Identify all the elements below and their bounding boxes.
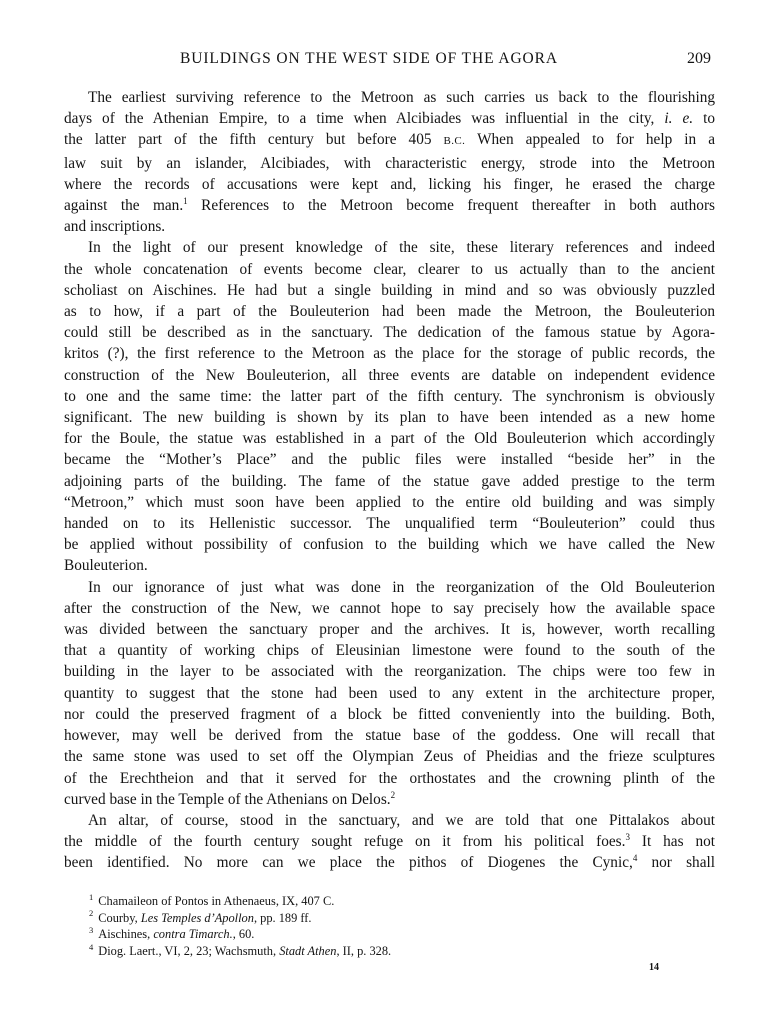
text-line: “Metroon,” which must soon have been applied to the entire old building and was simply (64, 493, 715, 511)
footnote: $^4$ Diog. Laert., VI, 2, 23; Wachsmuth, Stadt Athen, II, p. 328. (89, 941, 392, 958)
text-line: could still be described as in the sanctuary. The dedication of the famous statue by Agora- (64, 324, 715, 342)
footnote-reference: 4 (632, 853, 638, 864)
footnote-reference: 3 (625, 832, 630, 843)
printer-signature-mark: 14 (649, 962, 659, 973)
text-line: handed on to its Hellenistic successor. The unqualified term “Bouleuterion” could thus (64, 515, 715, 533)
text-line: In the light of our present knowledge of the site, these literary references and indeed (88, 239, 715, 257)
paragraph (64, 810, 715, 874)
text-line: days of the Athenian Empire, to a time when Alcibiades was influential in the city, i. e. to (64, 110, 715, 128)
footnotes (89, 893, 649, 959)
text-line: however, may well be derived from the statue base of the goddess. One will recall that (64, 727, 715, 745)
footnote-reference: 1 (183, 195, 188, 206)
text-line: construction of the New Bouleuterion, all three events are datable on independent evidence (64, 366, 715, 384)
text-line: In our ignorance of just what was done in the reorganization of the Old Bouleuterion (88, 578, 715, 596)
text-line: quantity to suggest that the stone had been used to any extent in the architecture proper, (64, 684, 715, 702)
text-line: for the Boule, the statue was established in a part of the Old Bouleuterion which accordingly (64, 430, 715, 448)
running-title: BUILDINGS ON THE WEST SIDE OF THE AGORA (180, 50, 558, 67)
text-line: the whole concatenation of events become clear, clearer to us actually than to the ancient (64, 260, 715, 278)
text-line: to one and the same time: the latter part of the fifth century. The synchronism is obviously (64, 387, 715, 405)
text-line: nor could the preserved fragment of a block be fitted conveniently into the building. Both, (64, 705, 715, 723)
page-number: 209 (687, 50, 711, 67)
text-line: kritos (?), the first reference to the Metroon as the place for the storage of public records, the (64, 345, 715, 363)
italic-text: Les Temples d’Apollon (140, 910, 254, 925)
text-line: was divided between the sanctuary proper and the archives. It is, however, worth recalling (64, 621, 715, 639)
text-line: An altar, of course, stood in the sanctuary, and we are told that one Pittalakos about (88, 811, 715, 829)
text-line: as to how, if a part of the Bouleuterion had been made the Metroon, the Bouleuterion (64, 303, 715, 321)
footnote: $^2$ Courby, Les Temples d’Apollon, pp. 189 ff. (89, 908, 312, 925)
text-line: be applied without possibility of confusion to the building which we have called the New (64, 536, 715, 554)
paragraph (64, 577, 715, 810)
footnote-mark: 4 (89, 941, 94, 952)
text-line: of the Erechtheion and that it served for the orthostates and the crowning plinth of the (64, 769, 715, 787)
body-text (64, 87, 715, 874)
footnote-reference: 2 (390, 789, 396, 800)
text-line: after the construction of the New, we cannot hope to say precisely how the available space (64, 599, 715, 617)
small-caps-text: B.C. (443, 135, 466, 148)
text-line: curved base in the Temple of the Athenians on Delos.$^2$ (64, 789, 396, 808)
text-line: building in the layer to be associated with the reorganization. The chips were too few in (64, 663, 715, 681)
text-line: scholiast on Aischines. He had but a single building in mind and so was obviously puzzled (64, 281, 715, 299)
text-line: Bouleuterion. (64, 557, 148, 575)
text-line: the same stone was used to set off the Olympian Zeus of Pheidias and the frieze sculptures (64, 748, 715, 766)
text-line: law suit by an islander, Alcibiades, with characteristic energy, strode into the Metroon (64, 154, 715, 172)
footnote-mark: 3 (89, 925, 94, 936)
footnote-mark: 2 (89, 908, 94, 919)
text-line: been identified. No more can we place the pithos of Diogenes the Cynic,$^4$ nor shall (64, 853, 715, 872)
text-line: the middle of the fourth century sought refuge on it from his political foes.$^3$ It has not (64, 832, 716, 851)
text-line: significant. The new building is shown by its plan to have been intended as a new home (64, 409, 715, 427)
text-line: where the records of accusations were kept and, licking his finger, he erased the charge (64, 175, 715, 193)
text-line: adjoining parts of the building. The fame of the statue gave added prestige to the term (64, 472, 715, 490)
italic-text: contra Timarch. (153, 927, 233, 942)
paragraph (64, 237, 715, 576)
italic-text: Stadt Athen (279, 943, 337, 958)
paragraph (64, 87, 715, 237)
footnote-mark: 1 (89, 891, 94, 902)
footnote: $^3$ Aischines, contra Timarch., 60. (89, 925, 255, 942)
footnote: $^1$ Chamaileon of Pontos in Athenaeus, IX, 407 C. (89, 891, 335, 908)
text-line: The earliest surviving reference to the Metroon as such carries us back to the flourishing (88, 89, 715, 106)
text-line: that a quantity of working chips of Eleusinian limestone were found to the south of the (64, 642, 715, 660)
text-line: the latter part of the fifth century but before 405 B.C. When appealed to for help in a (64, 131, 716, 149)
text-line: and inscriptions. (64, 218, 166, 236)
text-line: against the man.$^1$ References to the Metroon become frequent thereafter in both authors (64, 195, 715, 215)
text-line: became the “Mother’s Place” and the public files were installed “beside her” in the (64, 451, 715, 469)
italic-text: i. e. (664, 110, 694, 128)
